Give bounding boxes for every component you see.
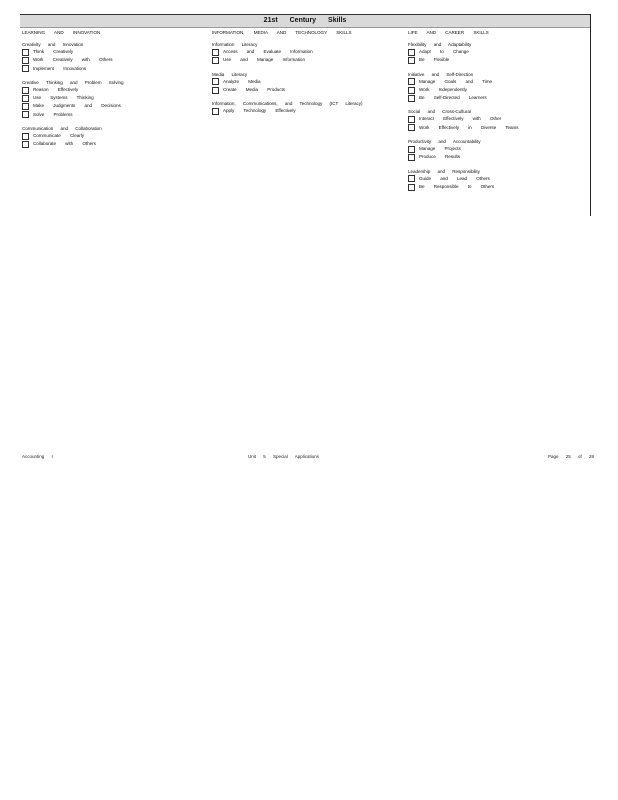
skill-item-label: Communicate Clearly	[33, 133, 84, 139]
skill-item-label: Guide and Lead Others	[419, 175, 490, 181]
skill-group	[212, 70, 402, 95]
skill-group	[22, 124, 207, 149]
checkbox[interactable]	[22, 57, 29, 64]
column-header: INFORMATION, MEDIA AND TECHNOLOGY SKILLS	[212, 30, 352, 35]
checkbox[interactable]	[408, 124, 415, 131]
checkbox[interactable]	[408, 57, 415, 64]
skill-item-label: Analyze Media	[223, 78, 261, 84]
column-life-career	[408, 28, 588, 196]
skill-item-label: Produce Results	[419, 154, 460, 160]
skill-group-title: Leadership and Responsibility	[408, 168, 480, 174]
checkbox[interactable]	[408, 184, 415, 191]
skill-item-label: Be Responsible to Others	[419, 183, 495, 189]
skill-item-label: Reason Effectively	[33, 86, 79, 92]
skill-item[interactable]	[22, 102, 207, 110]
checkbox[interactable]	[408, 87, 415, 94]
skill-group-title: Creativity and Innovation	[22, 42, 84, 47]
skill-item[interactable]	[22, 86, 207, 94]
skill-group-title: Productivity and Accountability	[408, 139, 481, 145]
checkbox[interactable]	[22, 65, 29, 72]
skill-item-label: Interact Effectively with Other	[419, 116, 502, 122]
skill-item[interactable]	[408, 48, 588, 56]
skill-group	[22, 40, 207, 73]
checkbox[interactable]	[212, 87, 219, 94]
checkbox[interactable]	[408, 116, 415, 123]
skill-item[interactable]	[22, 140, 207, 148]
skill-item[interactable]	[22, 111, 207, 119]
skill-group	[408, 137, 588, 162]
checkbox[interactable]	[22, 95, 29, 102]
skill-item[interactable]	[408, 124, 588, 132]
checkbox[interactable]	[212, 57, 219, 64]
skill-group	[408, 107, 588, 132]
skill-item[interactable]	[408, 78, 588, 86]
skill-item[interactable]	[212, 56, 402, 64]
skill-item-label: Manage Projects	[419, 146, 461, 152]
skill-group	[408, 40, 588, 65]
checkbox[interactable]	[212, 78, 219, 85]
skill-item[interactable]	[408, 153, 588, 161]
checkbox[interactable]	[22, 111, 29, 118]
skill-item-label: Apply Technology Effectively	[223, 108, 296, 114]
skill-item[interactable]	[212, 86, 402, 94]
skill-item-label: Access and Evaluate Information	[223, 49, 313, 54]
skill-group	[22, 78, 207, 119]
skill-group	[212, 40, 402, 65]
checkbox[interactable]	[22, 87, 29, 94]
checkbox[interactable]	[22, 49, 29, 56]
skill-group	[408, 70, 588, 103]
skill-group-title: Information, Communications, and Technology (ICT Literacy)	[212, 101, 363, 107]
column-header: LIFE AND CAREER SKILLS	[408, 30, 489, 35]
checkbox[interactable]	[22, 103, 29, 110]
skill-item[interactable]	[408, 145, 588, 153]
skill-group-title: Creative Thinking and Problem Solving	[22, 79, 124, 85]
skill-item[interactable]	[408, 94, 588, 102]
skill-item[interactable]	[212, 48, 402, 56]
sheet-title: 21st Century Skills	[20, 14, 590, 28]
skill-item-label: Work Effectively in Diverse Teams	[419, 124, 519, 130]
skill-item-label: Adapt to Change	[419, 49, 469, 54]
skill-item[interactable]	[408, 183, 588, 191]
skill-item[interactable]	[22, 65, 207, 73]
footer-right: Page 25 of 28	[548, 454, 595, 459]
skill-group-title: Media Literacy	[212, 71, 248, 77]
checkbox[interactable]	[408, 175, 415, 182]
skill-item-label: Be Self-Directed Learners	[419, 95, 487, 101]
skill-item[interactable]	[408, 56, 588, 64]
skill-item[interactable]	[22, 94, 207, 102]
checkbox[interactable]	[408, 49, 415, 56]
skill-group-title: Initiative and Self-Direction	[408, 71, 474, 77]
skill-item-label: Use Systems Thinking	[33, 95, 94, 101]
column-information-media-technology	[212, 28, 402, 120]
skill-item-label: Make Judgments and Decisions	[33, 103, 121, 109]
checkbox[interactable]	[408, 95, 415, 102]
checkbox[interactable]	[408, 146, 415, 153]
skill-item-label: Implement Innovations	[33, 65, 87, 71]
skill-item-label: Think Creatively	[33, 49, 74, 54]
checkbox[interactable]	[212, 108, 219, 115]
skill-group-title: Flexibility and Adaptability	[408, 42, 472, 47]
skills-sheet	[20, 14, 591, 216]
skill-item[interactable]	[22, 56, 207, 64]
skill-item[interactable]	[408, 175, 588, 183]
skill-item-label: Be Flexible	[419, 57, 450, 63]
footer-left: Accounting I	[22, 454, 53, 459]
skill-item[interactable]	[212, 107, 402, 115]
skill-item[interactable]	[212, 78, 402, 86]
skill-group-title: Communication and Collaboration	[22, 126, 102, 132]
skill-group-title: Information Literacy	[212, 42, 258, 47]
skill-item-label: Create Media Products	[223, 86, 285, 92]
skill-item-label: Manage Goals and Time	[419, 78, 492, 84]
skill-item-label: Collaborate with Others	[33, 141, 96, 147]
skill-item-label: Work Independently	[419, 86, 467, 92]
skill-group-title: Social and Cross-Cultural	[408, 109, 471, 115]
skill-item-label: Work Creatively with Others	[33, 57, 113, 63]
skill-item[interactable]	[408, 86, 588, 94]
checkbox[interactable]	[408, 78, 415, 85]
checkbox[interactable]	[408, 154, 415, 161]
checkbox[interactable]	[22, 133, 29, 140]
checkbox[interactable]	[22, 141, 29, 148]
skill-item-label: Solve Problems	[33, 111, 73, 117]
column-header: LEARNING AND INNOVATION	[22, 30, 101, 35]
skill-item[interactable]	[408, 115, 588, 123]
skill-item[interactable]	[22, 132, 207, 140]
skill-item[interactable]	[22, 48, 207, 56]
column-learning-innovation	[22, 28, 207, 154]
skill-item-label: Use and Manage Information	[223, 57, 305, 63]
skill-group	[212, 99, 402, 115]
checkbox[interactable]	[212, 49, 219, 56]
footer-center: Unit 5 Special Applications	[248, 454, 320, 459]
skill-group	[408, 167, 588, 192]
